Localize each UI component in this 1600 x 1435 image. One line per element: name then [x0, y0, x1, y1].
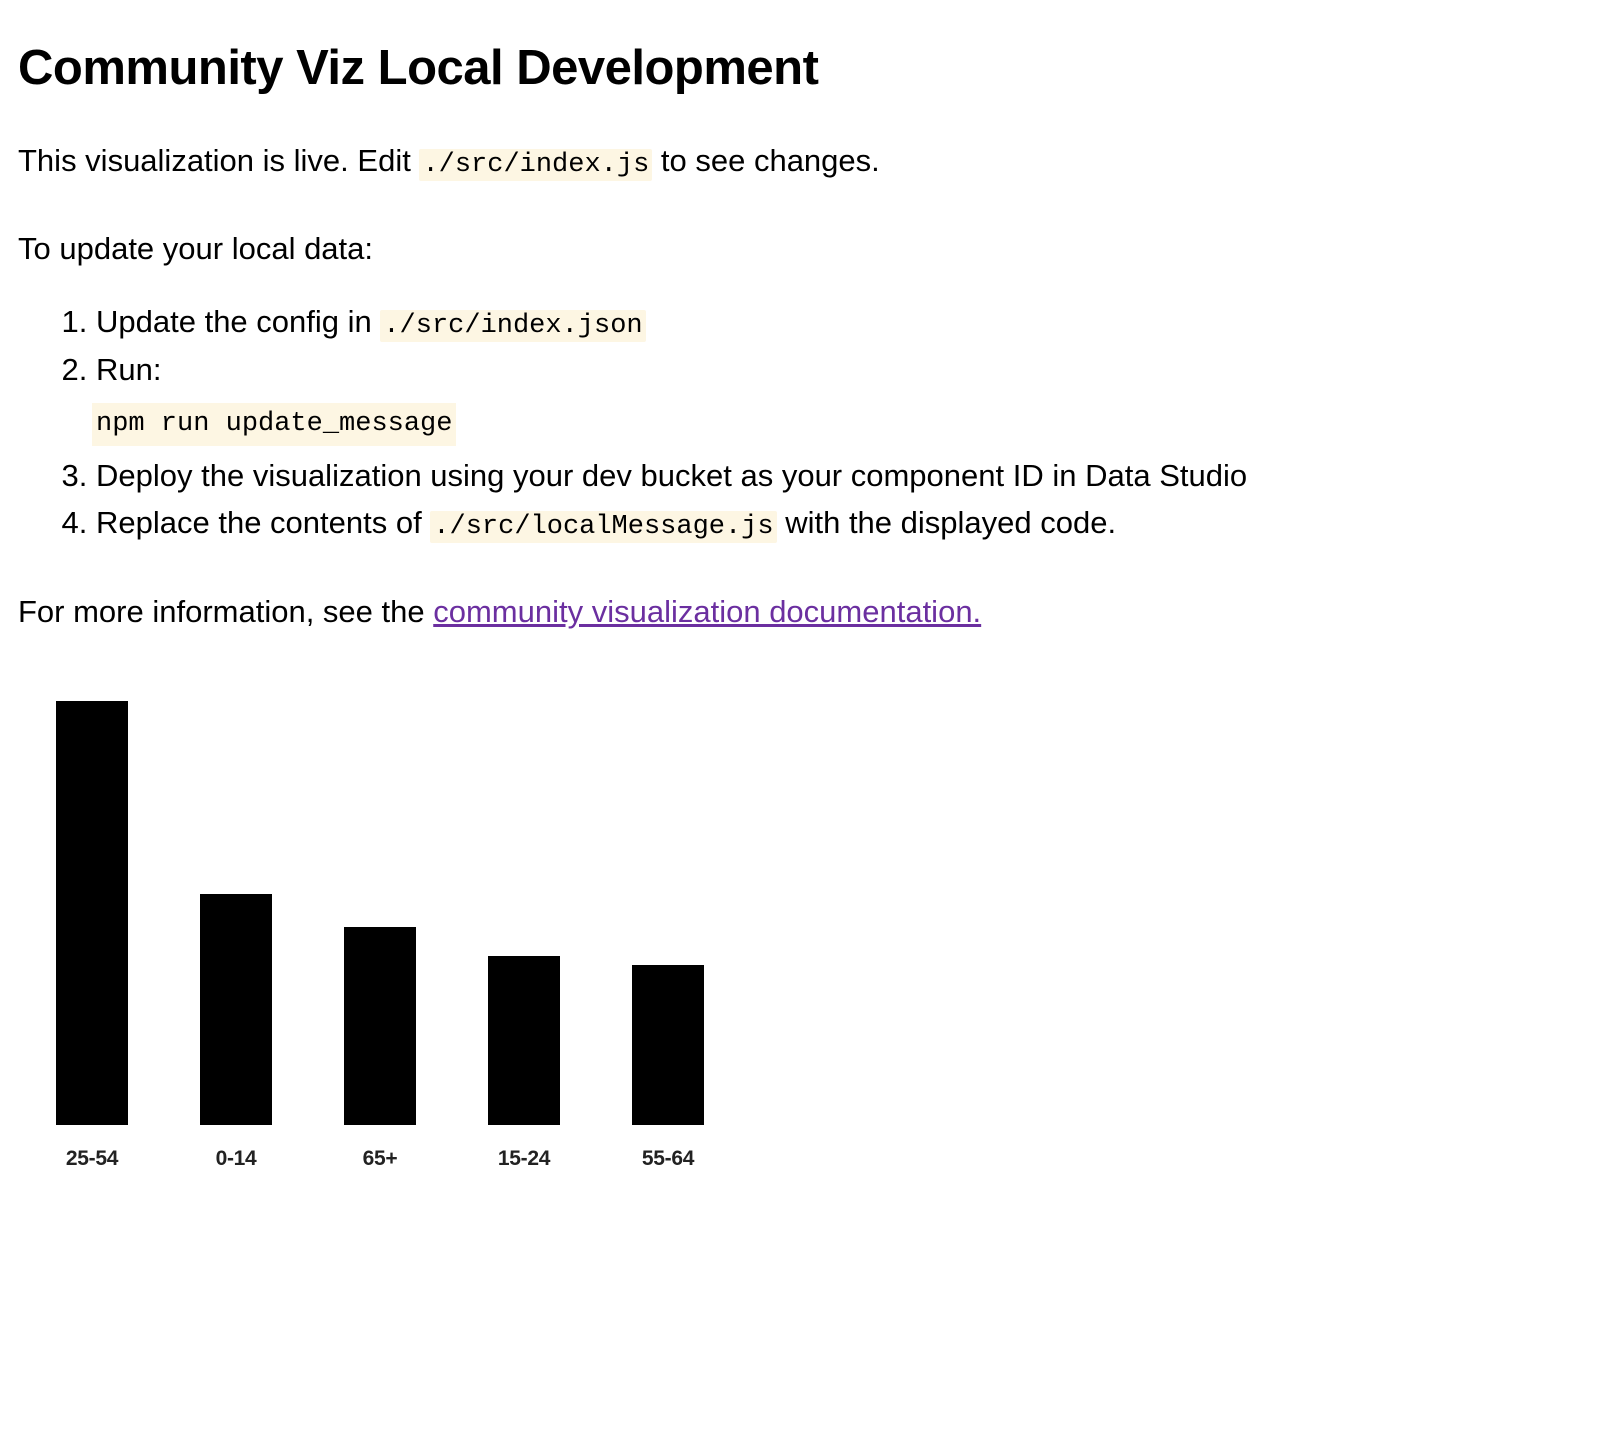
bar-category-label: 65+ — [362, 1146, 398, 1170]
bar-category-label: 55-64 — [641, 1146, 695, 1170]
step-2-prefix: Run: — [96, 351, 162, 387]
intro-paragraph — [18, 140, 1582, 183]
bar — [488, 956, 560, 1125]
steps-list — [18, 300, 1582, 547]
list-item — [96, 454, 1582, 499]
bar-category-label: 0-14 — [215, 1146, 257, 1170]
step-4-prefix: Replace the contents of — [96, 504, 431, 540]
list-item — [96, 348, 1582, 452]
footer-prefix-text: For more information, see the — [18, 593, 434, 629]
bar — [200, 894, 272, 1124]
list-item — [96, 300, 1582, 346]
step-1-prefix: Update the config in — [96, 303, 381, 339]
page-title: Community Viz Local Development — [18, 41, 819, 95]
bar-category-label: 15-24 — [497, 1146, 551, 1170]
footer-paragraph — [18, 591, 1582, 633]
bar-column — [200, 701, 272, 1171]
bar-category-label: 25-54 — [65, 1146, 119, 1170]
bar-chart-bars — [56, 701, 836, 1171]
bar — [632, 965, 704, 1125]
bar-column — [344, 701, 416, 1171]
bar-column — [56, 701, 128, 1171]
list-item — [96, 501, 1582, 547]
step-3-text: Deploy the visualization using your dev bucket as your component ID in Data Studio — [96, 457, 1248, 493]
bar-column — [488, 701, 560, 1171]
bar-chart — [56, 701, 836, 1231]
intro-code-snippet: ./src/index.js — [419, 149, 652, 181]
update-heading: To update your local data: — [18, 230, 374, 266]
step-4-code: ./src/localMessage.js — [430, 511, 776, 543]
documentation-link[interactable]: community visualization documentation. — [433, 593, 982, 629]
bar — [344, 927, 416, 1124]
bar-column — [632, 701, 704, 1171]
bar — [56, 701, 128, 1125]
intro-suffix-text: to see changes. — [652, 143, 880, 179]
intro-prefix-text: This visualization is live. Edit — [18, 143, 420, 179]
step-2-command: npm run update_message — [92, 403, 456, 446]
step-4-suffix: with the displayed code. — [776, 504, 1117, 540]
step-1-code: ./src/index.json — [380, 310, 645, 342]
step-2-code-block-wrap — [92, 393, 1582, 452]
